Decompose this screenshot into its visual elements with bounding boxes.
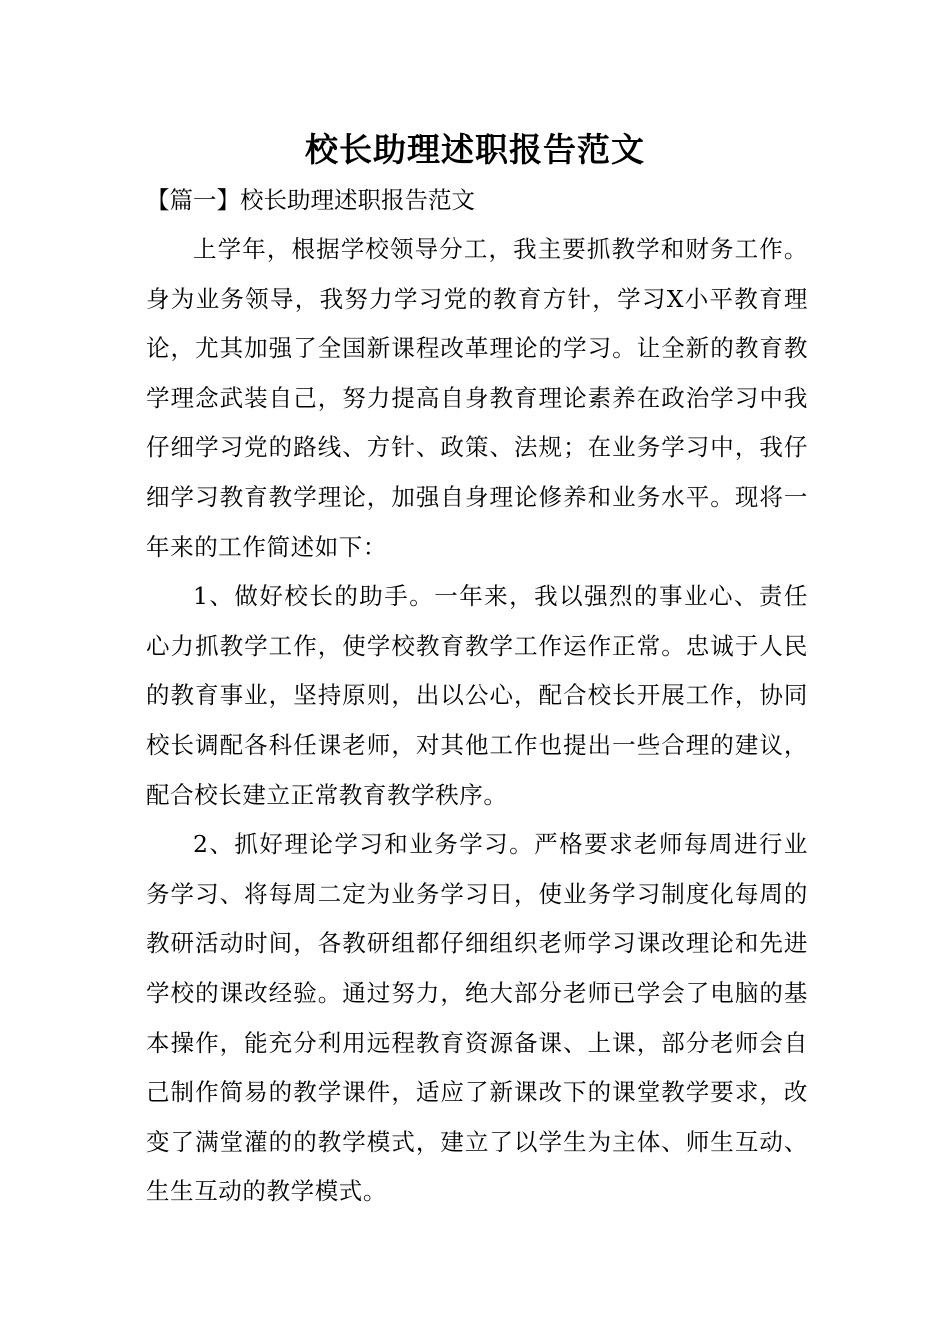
paragraph-item-2: 2、抓好理论学习和业务学习。严格要求老师每周进行业务学习、将每周二定为业务学习日，使业务学习制度化每周的教研活动时间，各教研组都仔细组织老师学习课改理论和先进学校的课改经验。通过努力，绝大部分老师已学会了电脑的基本操作，能充分利用远程教育资源备课、上课，部分老师会自己制作简易的教学课件，适应了新课改下的课堂教学要求，改变了满堂灌的的教学模式，建立了以学生为主体、师生互动、生生互动的教学模式。 <box>146 830 808 1206</box>
paragraph-item-1: 1、做好校长的助手。一年来，我以强烈的事业心、责任心力抓教学工作，使学校教育教学工作运作正常。忠诚于人民的教育事业，坚持原则，出以公心，配合校长开展工作，协同校长调配各科任课老师，对其他工作也提出一些合理的建议，配合校长建立正常教育教学秩序。 <box>146 582 808 809</box>
document-body <box>146 225 808 1217</box>
section-heading: 【篇一】校长助理述职报告范文 <box>146 186 475 214</box>
document-title: 校长助理述职报告范文 <box>305 130 645 169</box>
paragraph-intro: 上学年，根据学校领导分工，我主要抓教学和财务工作。身为业务领导，我努力学习党的教育方针，学习X小平教育理论，尤其加强了全国新课程改革理论的学习。让全新的教育教学理念武装自己，努力提高自身教育理论素养在政治学习中我仔细学习党的路线、方针、政策、法规；在业务学习中，我仔细学习教育教学理论，加强自身理论修养和业务水平。现将一年来的工作简述如下： <box>146 235 808 561</box>
